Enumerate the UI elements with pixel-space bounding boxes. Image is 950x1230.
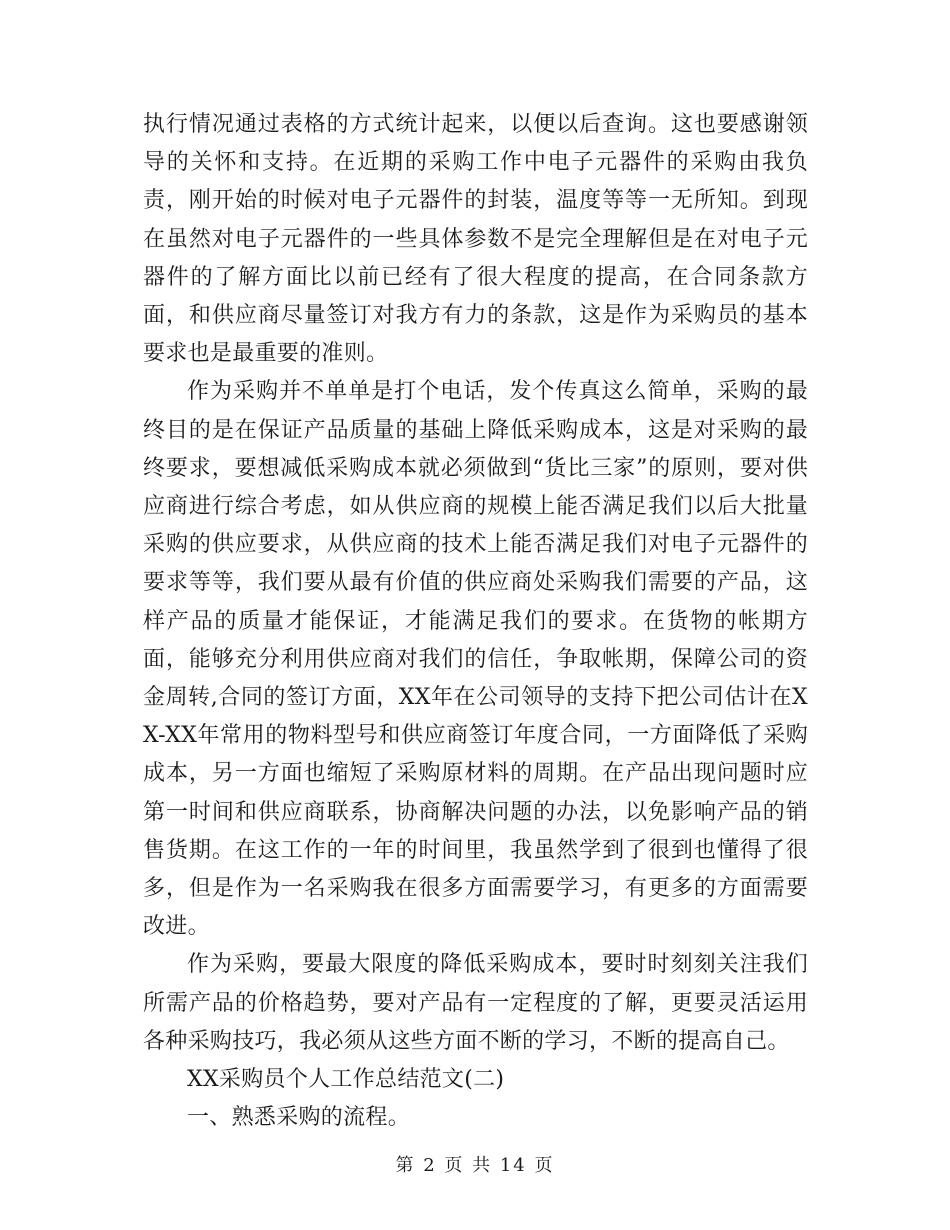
- page-number-footer: 第 2 页 共 14 页: [395, 1155, 555, 1176]
- paragraph: 作为采购，要最大限度的降低采购成本，要时时刻刻关注我们所需产品的价格趋势，要对产品有一定程度的了解，更要灵活运用各种采购技巧，我必须从这些方面不断的学习，不断的提高自己。: [143, 952, 808, 1054]
- section-title: XX采购员个人工作总结范文(二): [187, 1067, 505, 1093]
- paragraph-continued: 执行情况通过表格的方式统计起来，以便以后查询。这也要感谢领导的关怀和支持。在近期的采购工作中电子元器件的采购由我负责，刚开始的时候对电子元器件的封装，温度等等一无所知。到现在虽然对电子元器件的一些具体参数不是完全理解但是在对电子元器件的了解方面比以前已经有了很大程度的提高，在合同条款方面，和供应商尽量签订对我方有力的条款，这是作为采购员的基本要求也是最重要的准则。: [143, 112, 808, 367]
- subsection-title: 一、熟悉采购的流程。: [187, 1105, 411, 1131]
- paragraph: 作为采购并不单单是打个电话，发个传真这么简单，采购的最终目的是在保证产品质量的基础上降低采购成本，这是对采购的最终要求，要想减低采购成本就必须做到“货比三家”的原则，要对供应商进行综合考虑，如从供应商的规模上能否满足我们以后大批量采购的供应要求，从供应商的技术上能否满足我们对电子元器件的要求等等，我们要从最有价值的供应商处采购我们需要的产品，这样产品的质量才能保证，才能满足我们的要求。在货物的帐期方面，能够充分利用供应商对我们的信任，争取帐期，保障公司的资金周转,合同的签订方面，XX年在公司领导的支持下把公司估计在XX-XX年常用的物料型号和供应商签订年度合同，一方面降低了采购成本，另一方面也缩短了采购原材料的周期。在产品出现问题时应第一时间和供应商联系，协商解决问题的办法，以免影响产品的销售货期。在这工作的一年的时间里，我虽然学到了很到也懂得了很多，但是作为一名采购我在很多方面需要学习，有更多的方面需要改进。: [143, 379, 808, 940]
- document-body: [143, 106, 808, 1137]
